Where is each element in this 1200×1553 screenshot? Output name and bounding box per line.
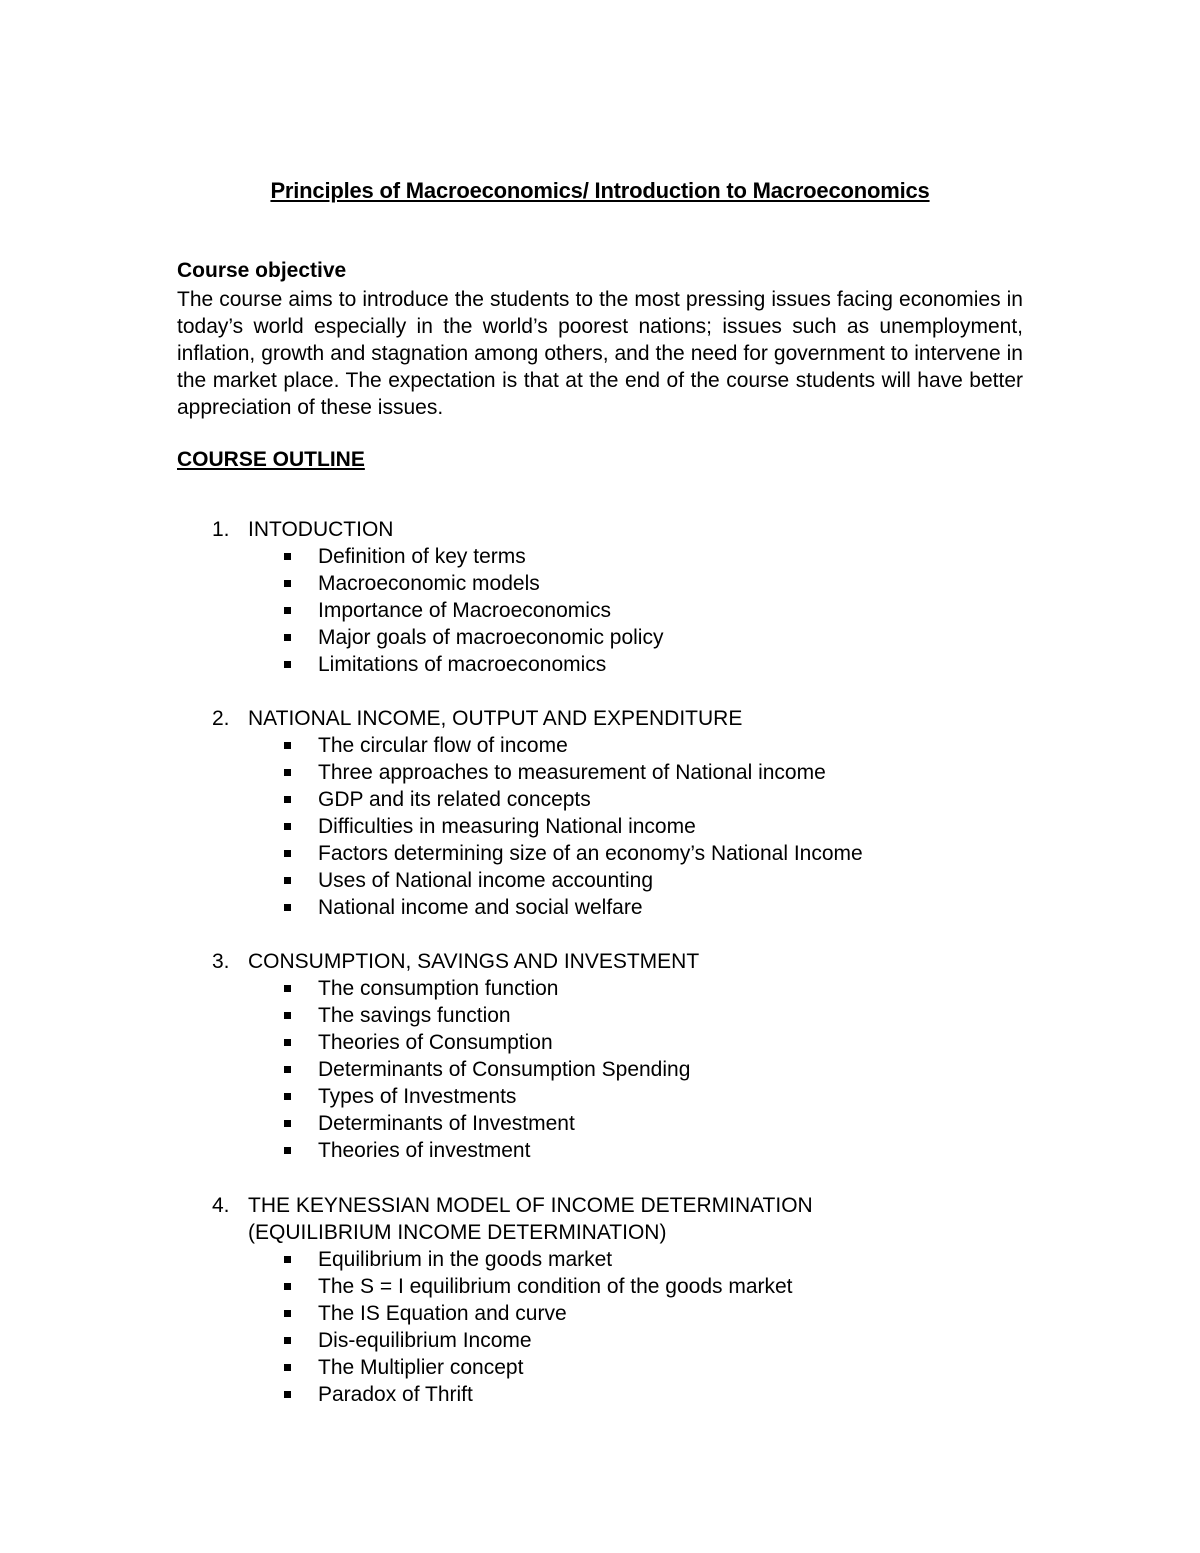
section-title: INTODUCTION — [248, 518, 394, 541]
topic-text: The circular flow of income — [318, 734, 568, 757]
section-header — [0, 705, 1200, 732]
topic-text: The consumption function — [318, 977, 559, 1000]
topic-text: Factors determining size of an economy’s National Income — [318, 842, 863, 865]
topic-text: The savings function — [318, 1004, 511, 1027]
square-bullet-icon — [284, 1256, 291, 1263]
topic-text: Dis-equilibrium Income — [318, 1329, 532, 1352]
topic-text: Macroeconomic models — [318, 572, 540, 595]
section-number: 3. — [212, 950, 230, 973]
square-bullet-icon — [284, 1364, 291, 1371]
section-number: 2. — [212, 707, 230, 730]
topic-text: Determinants of Consumption Spending — [318, 1058, 691, 1081]
list-item — [0, 975, 1200, 1002]
topic-text: Limitations of macroeconomics — [318, 653, 607, 676]
square-bullet-icon — [284, 1093, 291, 1100]
topic-text: The IS Equation and curve — [318, 1302, 567, 1325]
square-bullet-icon — [284, 742, 291, 749]
list-item — [0, 732, 1200, 759]
section-title: NATIONAL INCOME, OUTPUT AND EXPENDITURE — [248, 707, 743, 730]
topic-text: National income and social welfare — [318, 896, 643, 919]
section-title: CONSUMPTION, SAVINGS AND INVESTMENT — [248, 950, 700, 973]
topic-text: Equilibrium in the goods market — [318, 1248, 613, 1271]
list-item — [0, 1056, 1200, 1083]
outline-section-2 — [0, 705, 1200, 921]
square-bullet-icon — [284, 1039, 291, 1046]
list-item — [0, 1029, 1200, 1056]
section-header — [0, 948, 1200, 975]
list-item — [0, 624, 1200, 651]
topic-text: Determinants of Investment — [318, 1112, 575, 1135]
square-bullet-icon — [284, 1283, 291, 1290]
square-bullet-icon — [284, 1012, 291, 1019]
outline-section-1 — [0, 516, 1200, 678]
square-bullet-icon — [284, 1337, 291, 1344]
list-item — [0, 1273, 1200, 1300]
section-subtitle: (EQUILIBRIUM INCOME DETERMINATION) — [248, 1221, 667, 1244]
list-item — [0, 570, 1200, 597]
square-bullet-icon — [284, 1310, 291, 1317]
square-bullet-icon — [284, 1120, 291, 1127]
square-bullet-icon — [284, 904, 291, 911]
list-item — [0, 1002, 1200, 1029]
list-item — [0, 1137, 1200, 1164]
square-bullet-icon — [284, 580, 291, 587]
square-bullet-icon — [284, 823, 291, 830]
course-outline-heading: COURSE OUTLINE — [177, 448, 365, 471]
square-bullet-icon — [284, 850, 291, 857]
square-bullet-icon — [284, 553, 291, 560]
document-title: Principles of Macroeconomics/ Introduction to Macroeconomics — [270, 178, 930, 203]
list-item — [0, 1300, 1200, 1327]
topic-text: Definition of key terms — [318, 545, 526, 568]
topic-text: GDP and its related concepts — [318, 788, 591, 811]
objective-paragraph: The course aims to introduce the students to the most pressing issues facing economies in today’s world especially in the world’s poorest nations; issues such as unemployment, inflation, growth and stagnation among others, and the need for government to intervene in the market place. The expectation is that at the end of the course students will have better appreciation of these issues. — [177, 288, 1023, 419]
topic-text: Major goals of macroeconomic policy — [318, 626, 664, 649]
list-item — [0, 840, 1200, 867]
topic-text: Uses of National income accounting — [318, 869, 654, 892]
section-number: 4. — [212, 1194, 230, 1217]
topic-text: The Multiplier concept — [318, 1356, 524, 1379]
list-item — [0, 786, 1200, 813]
list-item — [0, 1110, 1200, 1137]
list-item — [0, 759, 1200, 786]
square-bullet-icon — [284, 661, 291, 668]
square-bullet-icon — [284, 796, 291, 803]
topic-text: The S = I equilibrium condition of the goods market — [318, 1275, 793, 1298]
list-item — [0, 1246, 1200, 1273]
topic-text: Theories of investment — [318, 1139, 531, 1162]
square-bullet-icon — [284, 1147, 291, 1154]
list-item — [0, 597, 1200, 624]
square-bullet-icon — [284, 985, 291, 992]
list-item — [0, 543, 1200, 570]
objective-heading: Course objective — [177, 259, 347, 282]
topic-text: Paradox of Thrift — [318, 1383, 473, 1406]
section-header — [0, 516, 1200, 543]
section-number: 1. — [212, 518, 230, 541]
topic-text: Three approaches to measurement of National income — [318, 761, 826, 784]
square-bullet-icon — [284, 634, 291, 641]
square-bullet-icon — [284, 1391, 291, 1398]
list-item — [0, 1354, 1200, 1381]
list-item — [0, 1381, 1200, 1408]
square-bullet-icon — [284, 769, 291, 776]
section-title: THE KEYNESSIAN MODEL OF INCOME DETERMINATION — [248, 1194, 813, 1217]
list-item — [0, 867, 1200, 894]
square-bullet-icon — [284, 607, 291, 614]
topic-text: Difficulties in measuring National income — [318, 815, 696, 838]
list-item — [0, 894, 1200, 921]
list-item — [0, 651, 1200, 678]
list-item — [0, 1327, 1200, 1354]
topic-text: Types of Investments — [318, 1085, 517, 1108]
square-bullet-icon — [284, 1066, 291, 1073]
square-bullet-icon — [284, 877, 291, 884]
topic-text: Importance of Macroeconomics — [318, 599, 611, 622]
list-item — [0, 813, 1200, 840]
topic-text: Theories of Consumption — [318, 1031, 553, 1054]
section-subtitle-row — [0, 1219, 1200, 1246]
outline-section-3 — [0, 948, 1200, 1164]
outline-section-4 — [0, 1192, 1200, 1408]
list-item — [0, 1083, 1200, 1110]
section-header — [0, 1192, 1200, 1219]
